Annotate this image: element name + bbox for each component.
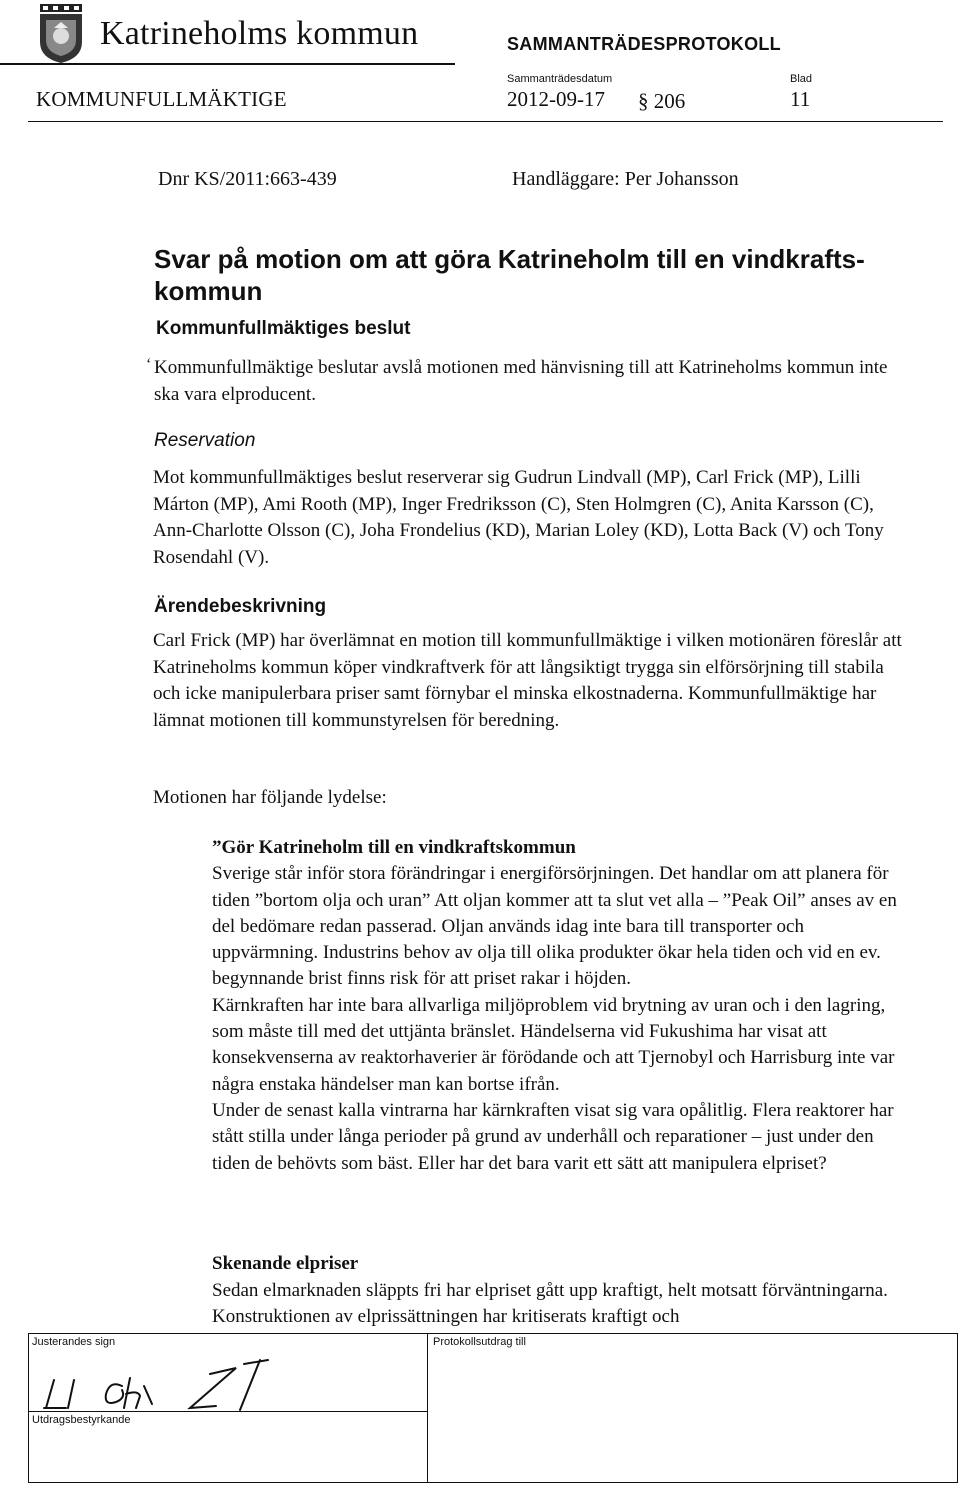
footer-divider: [427, 1333, 428, 1483]
decision-heading: Kommunfullmäktiges beslut: [156, 318, 411, 339]
case-description-heading: Ärendebeskrivning: [154, 596, 327, 617]
extract-certification-label: Utdragsbestyrkande: [32, 1414, 131, 1426]
case-description-text: Carl Frick (MP) har överlämnat en motion till kommunfullmäktige i vilken motionären föreslår att Katrineholms kommun köper vindkraftverk för att långsiktigt trygga sin elförsörjning till stabila och icke manipulerbara priser samt förnybar el minska elkostnaderna. Kommunfullmäktige har lämnat motionen till kommunstyrelsen för beredning.: [153, 630, 902, 731]
motion-quote: [212, 835, 912, 1177]
document-title: Svar på motion om att göra Katrineholm till en vindkrafts-kommun: [154, 244, 865, 306]
municipal-crest-logo: [34, 4, 88, 64]
motion-intro: Motionen har följande lydelse:: [153, 787, 387, 808]
adjuster-sign-label: Justerandes sign: [32, 1336, 116, 1348]
paragraph-number: § 206: [638, 89, 686, 113]
governing-body: KOMMUNFULLMÄKTIGE: [36, 87, 287, 111]
protocol-extract-label: Protokollsutdrag till: [433, 1336, 526, 1348]
page-number: 11: [790, 87, 811, 111]
reservation-text: Mot kommunfullmäktiges beslut reserverar sig Gudrun Lindvall (MP), Carl Frick (MP), Lilli Márton (MP), Ami Rooth (MP), Inger Fredriksson (C), Sten Holmgren (C), Anita Karsson (C), Ann-Charlotte Olsson (C), Joha Frondelius (KD), Marian Loley (KD), Lotta Back (V) och Tony Rosendahl (V).: [153, 467, 884, 568]
motion-paragraph-last: Sedan elmarknaden släppts fri har elpriset gått upp kraftigt, helt motsatt förväntningarna. Konstruktionen av elprissättningen har kritiserats kraftigt och: [212, 1280, 888, 1328]
case-handler: Handläggare: Per Johansson: [512, 168, 739, 190]
org-name: Katrineholms kommun: [100, 15, 419, 52]
motion-paragraph: Under de senast kalla vintrarna har kärnkraften visat sig vara opålitlig. Flera reaktorer har stått stilla under långa perioder på grund av underhåll och reparationer – just under den tiden de behövts som bäst. Eller har det bara varit ett sätt att manipulera elpriset?: [212, 1099, 894, 1174]
page-label: Blad: [790, 73, 813, 85]
case-number: Dnr KS/2011:663-439: [158, 168, 337, 190]
motion-paragraph: Sverige står inför stora förändringar i energiförsörjningen. Det handlar om att planera för tiden ”bortom olja och uran” Att oljan kommer att ta slut vet alla – ”Peak Oil” anses av en del bedömare redan passerad. Oljan används idag inte bara till transporter och uppvärmning. Industrins behov av olja till olika produkter ökar hela tiden och vid en ev. begynnande brist finns risk för att priset rakar i höjden.: [212, 863, 897, 990]
decision-text: Kommunfullmäktige beslutar avslå motionen med hänvisning till att Katrineholms kommun inte ska vara elproducent.: [154, 357, 888, 405]
handwritten-initials-signature: [40, 1350, 280, 1416]
header-rule: [0, 63, 455, 65]
margin-mark: ʻ: [146, 356, 152, 373]
motion-title: ”Gör Katrineholm till en vindkraftskommun: [212, 837, 576, 858]
header-divider: [28, 121, 943, 122]
motion-subheading: Skenande elpriser: [212, 1253, 359, 1274]
motion-paragraph: Kärnkraften har inte bara allvarliga miljöproblem vid brytning av uran och i den lagring, som måste till med det uttjänta bränslet. Händelserna vid Fukushima har visat att konsekvenserna av reaktorhaverier är förödande och att Tjernobyl och Harrisburg inte var några enstaka händelser man kan bortse ifrån.: [212, 994, 895, 1095]
document-type: SAMMANTRÄDESPROTOKOLL: [507, 34, 781, 54]
meeting-date: 2012-09-17: [507, 87, 605, 111]
meeting-date-label: Sammanträdesdatum: [507, 73, 613, 85]
reservation-heading: Reservation: [154, 430, 256, 451]
